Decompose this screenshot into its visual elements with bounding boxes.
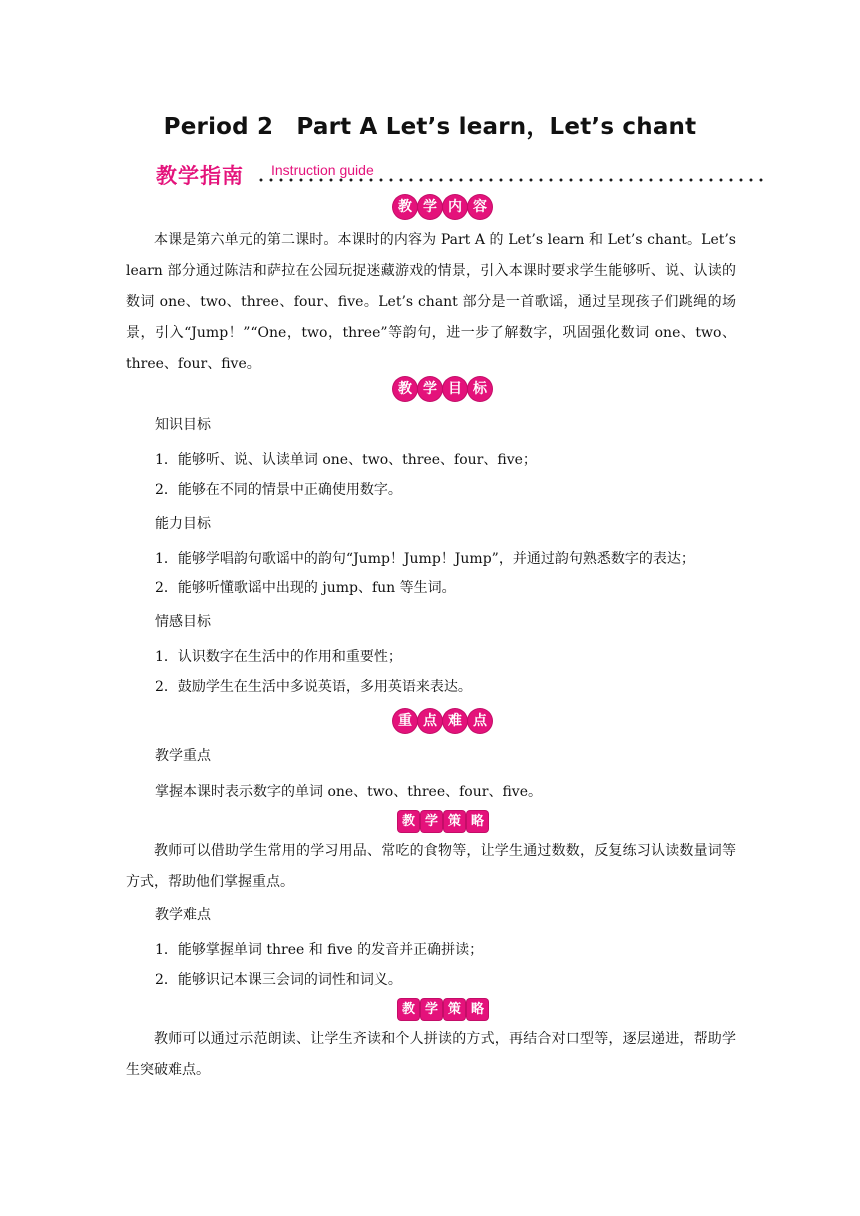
knowledge-item: 1．能够听、说、认读单词 one、two、three、four、five； [155, 452, 537, 468]
focus-strategy-paragraph: 教师可以借助学生常用的学习用品、常吃的食物等，让学生通过数数，反复练习认读数量词等方式，帮助他们掌握重点。 [126, 843, 736, 890]
badge-char: 学 [418, 377, 442, 401]
badge-char: 点 [418, 709, 442, 733]
badge-char: 目 [443, 377, 467, 401]
badge-char: 点 [468, 709, 492, 733]
dotted-rule [256, 178, 766, 182]
badge-char: 容 [468, 195, 492, 219]
badge-char: 略 [467, 999, 488, 1020]
badge-char: 学 [421, 811, 442, 832]
strategy-badge-focus [398, 811, 488, 832]
knowledge-heading: 知识目标 [155, 417, 211, 433]
badge-char: 难 [443, 709, 467, 733]
difficulty-heading: 教学难点 [155, 907, 211, 923]
badge-char: 标 [468, 377, 492, 401]
difficulty-strategy-paragraph: 教师可以通过示范朗读、让学生齐读和个人拼读的方式，再结合对口型等，逐层递进，帮助学生突破难点。 [126, 1031, 736, 1078]
ability-heading: 能力目标 [155, 516, 211, 532]
section-badge-keypoints [393, 709, 492, 733]
guide-label-en: Instruction guide [271, 162, 374, 178]
knowledge-item: 2．能够在不同的情景中正确使用数字。 [155, 482, 402, 498]
badge-char: 学 [421, 999, 442, 1020]
instruction-guide-banner [156, 158, 766, 190]
badge-char: 教 [398, 999, 419, 1020]
badge-char: 教 [393, 195, 417, 219]
emotion-item: 1．认识数字在生活中的作用和重要性； [155, 649, 402, 665]
badge-char: 教 [393, 377, 417, 401]
guide-label-cn: 教学指南 [156, 164, 244, 188]
emotion-item: 2．鼓励学生在生活中多说英语，多用英语来表达。 [155, 679, 472, 695]
difficulty-item: 2．能够识记本课三会词的词性和词义。 [155, 972, 402, 988]
content-paragraph: 本课是第六单元的第二课时。本课时的内容为 Part A 的 Let’s learn 和 Let’s chant。Let’s learn 部分通过陈洁和萨拉在公园玩捉迷藏游戏的情景，引入本课时要求学生能够听、说、认读的数词 one、two、three、four、five。Let’s chant 部分是一首歌谣，通过呈现孩子们跳绳的场景，引入“Jump！”“One，two，three”等韵句，进一步了解数字，巩固强化数词 one、two、three、four、five。 [126, 232, 736, 372]
section-badge-content [393, 195, 492, 219]
badge-char: 略 [467, 811, 488, 832]
focus-heading: 教学重点 [155, 748, 211, 764]
ability-item: 1．能够学唱韵句歌谣中的韵句“Jump！Jump！Jump”，并通过韵句熟悉数字的表达； [155, 551, 695, 567]
page-title: Period 2 Part A Let’s learn，Let’s chant [163, 114, 697, 140]
difficulty-item: 1．能够掌握单词 three 和 five 的发音并正确拼读； [155, 942, 484, 958]
badge-char: 策 [444, 999, 465, 1020]
badge-char: 重 [393, 709, 417, 733]
strategy-badge-difficulty [398, 999, 488, 1020]
badge-char: 策 [444, 811, 465, 832]
ability-item: 2．能够听懂歌谣中出现的 jump、fun 等生词。 [155, 580, 456, 596]
focus-text: 掌握本课时表示数字的单词 one、two、three、four、five。 [155, 784, 542, 800]
badge-char: 学 [418, 195, 442, 219]
section-badge-goals [393, 377, 492, 401]
badge-char: 教 [398, 811, 419, 832]
badge-char: 内 [443, 195, 467, 219]
emotion-heading: 情感目标 [155, 614, 211, 630]
